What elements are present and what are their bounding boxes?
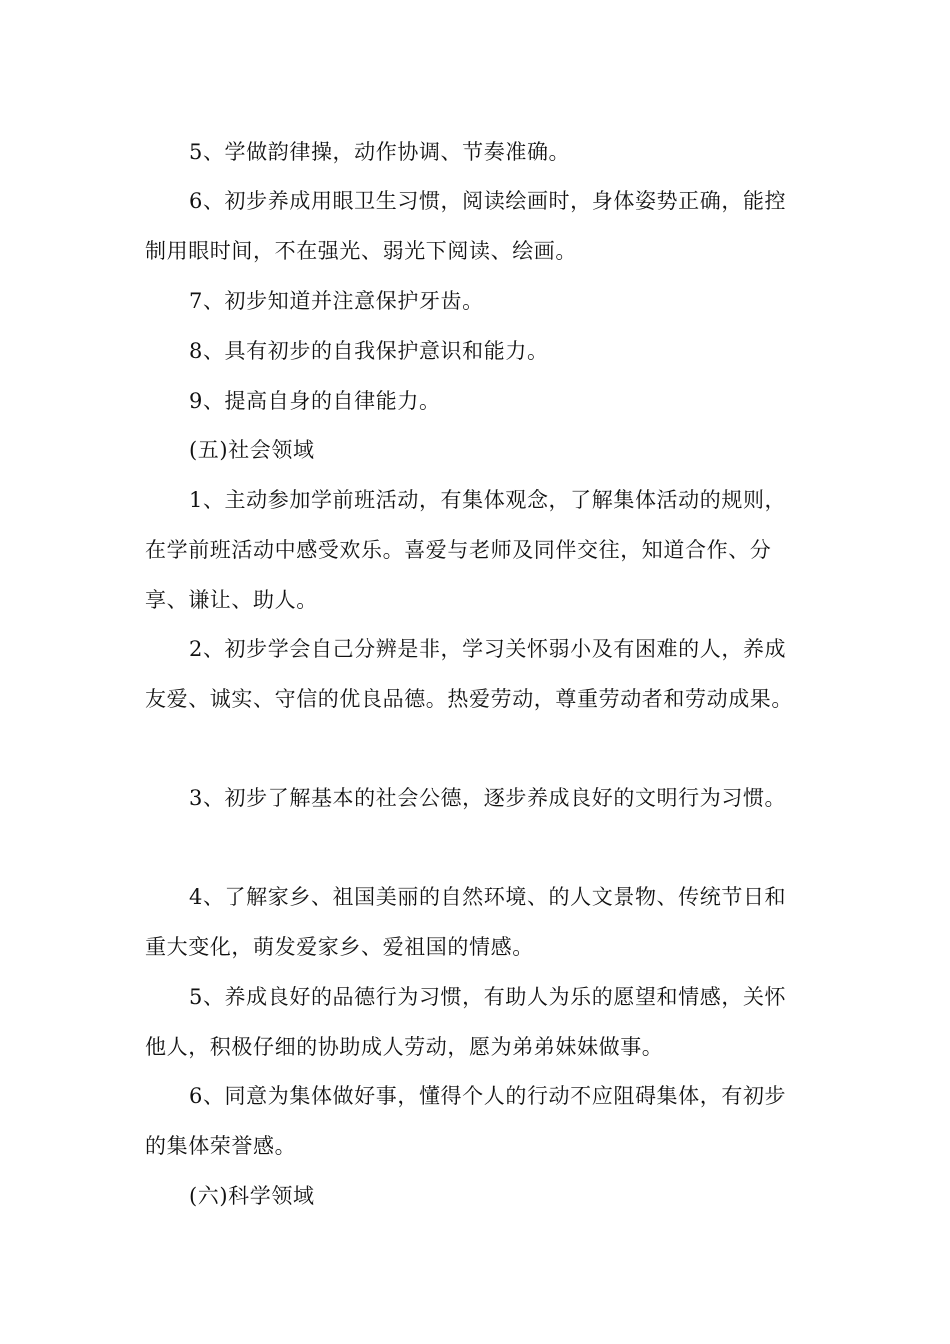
item-5-health: 5、学做韵律操，动作协调、节奏准确。 [189, 140, 571, 164]
item-6-eye-hygiene-line-2: 制用眼时间，不在强光、弱光下阅读、绘画。 [145, 239, 577, 263]
social-item-5-line-2: 他人，积极仔细的协助成人劳动，愿为弟弟妹妹做事。 [145, 1035, 664, 1059]
social-item-1-line-1: 1、主动参加学前班活动，有集体观念，了解集体活动的规则， [189, 488, 787, 512]
social-item-3: 3、初步了解基本的社会公德，逐步养成良好的文明行为习惯。 [189, 786, 787, 810]
item-9-self-discipline: 9、提高自身的自律能力。 [189, 389, 441, 413]
item-6-eye-hygiene-line-1: 6、初步养成用眼卫生习惯，阅读绘画时，身体姿势正确，能控 [189, 189, 787, 213]
section-heading-social: (五)社会领域 [189, 438, 315, 462]
social-item-6-line-1: 6、同意为集体做好事，懂得个人的行动不应阻碍集体，有初步 [189, 1084, 787, 1108]
social-item-6-line-2: 的集体荣誉感。 [145, 1134, 297, 1158]
social-item-1-line-2: 在学前班活动中感受欢乐。喜爱与老师及同伴交往，知道合作、分 [145, 538, 772, 562]
social-item-2-line-1: 2、初步学会自己分辨是非，学习关怀弱小及有困难的人，养成 [189, 637, 787, 661]
social-item-2-line-2: 友爱、诚实、守信的优良品德。热爱劳动，尊重劳动者和劳动成果。 [145, 687, 793, 711]
social-item-1-line-3: 享、谦让、助人。 [145, 588, 318, 612]
item-8-self-protection: 8、具有初步的自我保护意识和能力。 [189, 339, 549, 363]
item-7-teeth: 7、初步知道并注意保护牙齿。 [189, 289, 484, 313]
social-item-4-line-2: 重大变化，萌发爱家乡、爱祖国的情感。 [145, 935, 534, 959]
social-item-4-line-1: 4、了解家乡、祖国美丽的自然环境、的人文景物、传统节日和 [189, 885, 787, 909]
section-heading-science: (六)科学领域 [189, 1184, 315, 1208]
social-item-5-line-1: 5、养成良好的品德行为习惯，有助人为乐的愿望和情感，关怀 [189, 985, 787, 1009]
